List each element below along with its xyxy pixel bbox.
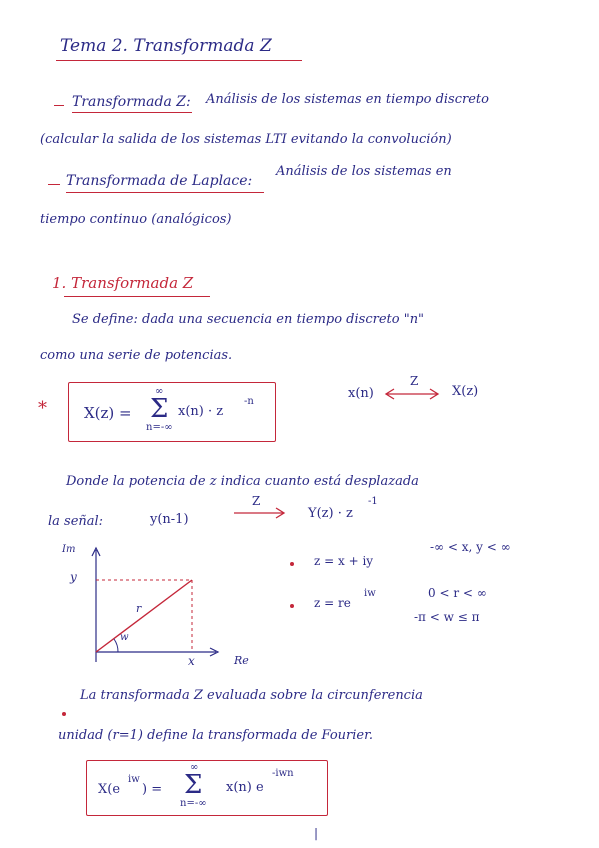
title-underline <box>56 60 302 61</box>
sum-lower-limit: n=-∞ <box>146 422 173 433</box>
bullet-dash <box>48 184 60 185</box>
fourier-lhs-exponent: iw <box>128 774 140 785</box>
bullet-laplace-term: Transformada de Laplace: <box>66 173 253 189</box>
shift-right: Y(z) · z <box>308 506 353 521</box>
angle-label: w <box>120 632 129 643</box>
fourier-line2: unidad (r=1) define la transformada de Fourier. <box>58 728 374 743</box>
bullet-dot <box>290 562 294 566</box>
fourier-sum-upper-limit: ∞ <box>190 762 199 773</box>
fourier-sum-symbol: Σ <box>184 770 203 800</box>
shift-exponent: -1 <box>368 496 378 507</box>
note-polar-range-w: -π < w ≤ π <box>414 610 480 624</box>
section-intro-line2: como una serie de potencias. <box>40 348 233 363</box>
note-cartesian-range: -∞ < x, y < ∞ <box>430 540 511 554</box>
formula-exponent: -n <box>244 396 254 407</box>
fourier-exponent: -iwn <box>272 768 294 779</box>
axis-x-label: x <box>188 654 195 668</box>
formula-lhs: X(z) = <box>84 404 132 422</box>
section-heading-underline <box>64 296 210 297</box>
bullet-z-line2: (calcular la salida de los sistemas LTI evitando la convolución) <box>40 132 452 147</box>
radius-label: r <box>136 602 142 615</box>
star-mark: * <box>38 398 47 419</box>
note-cartesian: z = x + iy <box>314 554 374 568</box>
fourier-sum-lower-limit: n=-∞ <box>180 798 207 809</box>
pair-arrow-label: Z <box>410 374 419 388</box>
sum-symbol: Σ <box>150 394 169 424</box>
pair-right: X(z) <box>452 384 479 399</box>
bullet-z-term-underline <box>72 112 192 113</box>
section-heading: 1. Transformada Z <box>52 274 194 292</box>
bullet-laplace-text: Análisis de los sistemas en <box>276 164 452 179</box>
page-title: Tema 2. Transformada Z <box>60 36 272 56</box>
bullet-dash <box>54 105 64 106</box>
shift-left: y(n-1) <box>150 512 189 527</box>
fourier-line1: La transformada Z evaluada sobre la circunferencia <box>80 688 423 703</box>
note-polar: z = re <box>314 596 351 610</box>
fourier-term: x(n) e <box>226 780 264 795</box>
bullet-laplace-term-underline <box>66 192 264 193</box>
fourier-lhs: X(e <box>98 782 121 797</box>
bullet-z-term: Transformada Z: <box>72 94 191 110</box>
bullet-laplace-line2: tiempo continuo (analógicos) <box>40 212 232 227</box>
page-mark: | <box>314 826 319 840</box>
axis-re-label: Re <box>234 654 249 667</box>
pair-arrow <box>384 386 444 402</box>
bullet-z-text: Análisis de los sistemas en tiempo discreto <box>206 92 489 107</box>
complex-plane-diagram <box>56 542 256 672</box>
shift-arrow <box>232 506 290 520</box>
shift-label: la señal: <box>48 514 104 529</box>
shift-line1: Donde la potencia de z indica cuanto está desplazada <box>66 474 419 489</box>
fourier-lhs-end: ) = <box>142 782 163 797</box>
note-polar-exponent: iw <box>364 588 376 599</box>
axis-im-label: Im <box>62 544 76 555</box>
bullet-dot <box>62 712 66 716</box>
section-intro-line1: Se define: dada una secuencia en tiempo discreto "n" <box>72 312 425 327</box>
note-polar-range-r: 0 < r < ∞ <box>428 586 487 600</box>
shift-arrow-label: Z <box>252 494 261 508</box>
pair-left: x(n) <box>348 386 374 401</box>
formula-term: x(n) · z <box>178 404 224 419</box>
axis-y-label: y <box>70 570 77 584</box>
sum-upper-limit: ∞ <box>155 386 164 397</box>
bullet-dot <box>290 604 294 608</box>
